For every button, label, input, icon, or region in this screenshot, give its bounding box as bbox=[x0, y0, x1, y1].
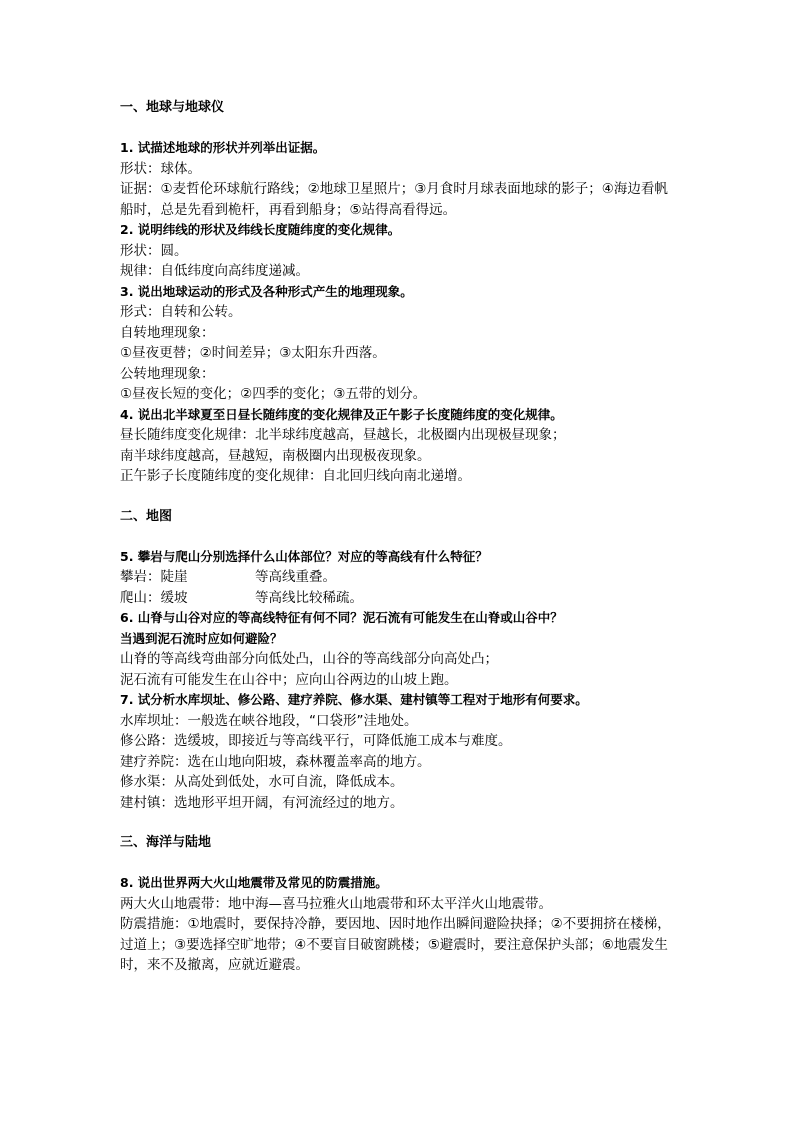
answer-line: 水库坝址：一般选在峡谷地段，“口袋形”洼地处。 bbox=[120, 712, 418, 729]
question-6-continued: 当遇到泥石流时应如何避险？ bbox=[120, 630, 283, 646]
answer-line: 正午影子长度随纬度的变化规律：自北回归线向南北递增。 bbox=[120, 468, 471, 484]
answer-line: 规律：自低纬度向高纬度递减。 bbox=[120, 263, 309, 279]
section-title-3: 三、海洋与陆地 bbox=[120, 835, 212, 850]
answer-line: 建疗养院：选在山地向阳坡，森林覆盖率高的地方。 bbox=[120, 753, 431, 770]
question-1: 1. 试描述地球的形状并列举出证据。 bbox=[120, 140, 326, 155]
answer-line: 防震措施：①地震时，要保持冷静，要因地、因时地作出瞬间避险抉择；②不要拥挤在楼梯，过道上；③要选择空旷地带；④不要盲目破窗跳楼；⑤避震时，要注意保护头部；⑥地震发生时，来不及撤离，应就近避震。 bbox=[120, 916, 671, 973]
answer-row bbox=[120, 588, 680, 609]
answer-line: 建村镇：选地形平坦开阔，有河流经过的地方。 bbox=[120, 794, 404, 811]
section-title-1: 一、地球与地球仪 bbox=[120, 100, 225, 115]
answer-line: 证据：①麦哲伦环球航行路线；②地球卫星照片；③月食时月球表面地球的影子；④海边看帆船时，总是先看到桅杆，再看到船身；⑤站得高看得远。 bbox=[120, 181, 668, 218]
answer-cell: 攀岩：陡崖 bbox=[120, 569, 188, 585]
answer-cell: 等高线重叠。 bbox=[255, 569, 336, 585]
answer-line: 形状：圆。 bbox=[120, 242, 188, 259]
answer-line: ①昼夜更替；②时间差异；③太阳东升西落。 bbox=[120, 345, 386, 361]
answer-line: 自转地理现象： bbox=[120, 324, 215, 341]
answer-line: 山脊的等高线弯曲部分向低处凸，山谷的等高线部分向高处凸； bbox=[120, 651, 498, 667]
question-2: 2. 说明纬线的形状及纬线长度随纬度的变化规律。 bbox=[120, 222, 401, 237]
question-8: 8. 说出世界两大火山地震带及常见的防震措施。 bbox=[120, 875, 388, 890]
question-7: 7. 试分析水库坝址、修公路、建疗养院、修水渠、建村镇等工程对于地形有何要求。 bbox=[120, 692, 588, 707]
answer-line: 形状：球体。 bbox=[120, 160, 201, 177]
answer-cell: 等高线比较稀疏。 bbox=[255, 589, 363, 606]
answer-line: 修水渠：从高处到低处，水可自流，降低成本。 bbox=[120, 774, 404, 790]
answer-cell: 爬山：缓坡 bbox=[120, 589, 188, 606]
section-title-2: 二、地图 bbox=[120, 508, 173, 524]
question-6: 6. 山脊与山谷对应的等高线特征有何不同？泥石流有可能发生在山脊或山谷中？ bbox=[120, 610, 563, 625]
answer-row bbox=[120, 567, 680, 588]
answer-line: 两大火山地震带：地中海—喜马拉雅火山地震带和环太平洋火山地震带。 bbox=[120, 895, 552, 912]
answer-line: 昼长随纬度变化规律：北半球纬度越高，昼越长，北极圈内出现极昼现象； bbox=[120, 427, 566, 443]
answer-line: 修公路：选缓坡，即接近与等高线平行，可降低施工成本与难度。 bbox=[120, 733, 512, 749]
answer-line: 泥石流有可能发生在山谷中；应向山谷两边的山坡上跑。 bbox=[120, 671, 458, 688]
question-3: 3. 说出地球运动的形式及各种形式产生的地理现象。 bbox=[120, 283, 413, 299]
question-4: 4. 说出北半球夏至日昼长随纬度的变化规律及正午影子长度随纬度的变化规律。 bbox=[120, 406, 563, 422]
answer-line: 形式：自转和公转。 bbox=[120, 304, 242, 320]
document-page bbox=[120, 98, 680, 976]
answer-line: ①昼夜长短的变化；②四季的变化；③五带的划分。 bbox=[120, 386, 427, 402]
question-5: 5. 攀岩与爬山分别选择什么山体部位？对应的等高线有什么特征？ bbox=[120, 548, 488, 564]
answer-line: 南半球纬度越高，昼越短，南极圈内出现极夜现象。 bbox=[120, 447, 431, 464]
answer-line: 公转地理现象： bbox=[120, 365, 215, 382]
